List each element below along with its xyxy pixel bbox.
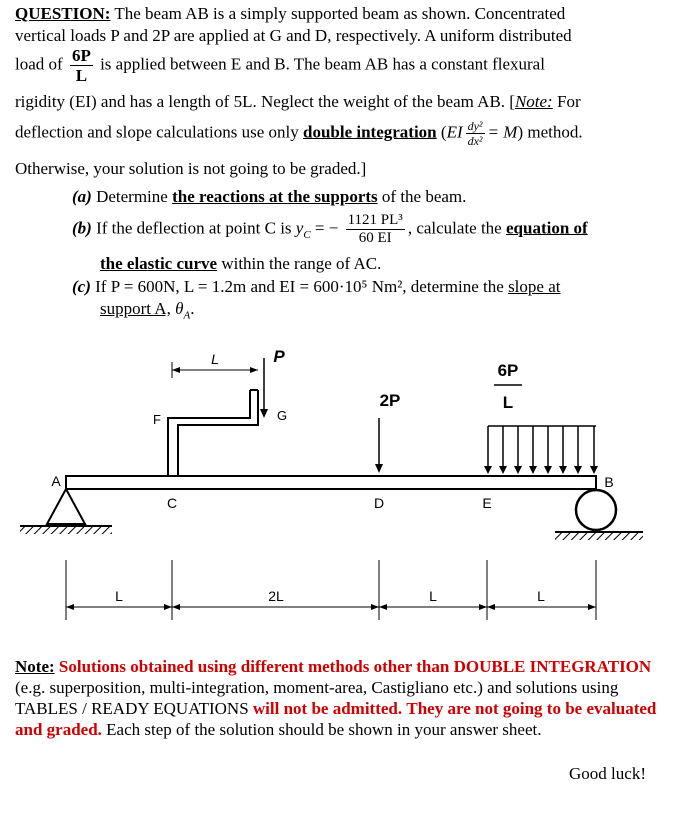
question-line-1 xyxy=(15,4,565,24)
note-text6: They are not going to be evaluated and graded. xyxy=(15,699,657,739)
bottom-dimension xyxy=(66,560,596,620)
point-b-label: B xyxy=(604,474,614,490)
part-b-label: (b) xyxy=(72,218,92,238)
note-text1: Solutions obtained using different methods other than DOUBLE xyxy=(58,657,526,676)
note-text7: Each step of the solution should xyxy=(106,720,324,739)
udl-label-den: L xyxy=(502,393,514,412)
question-line2-text: vertical loads P and 2P are applied at G and D, respectively. A uniform distributed xyxy=(15,26,572,45)
part-b-num: 1121 PL³ xyxy=(347,212,403,228)
part-b-emphasis1: equation of xyxy=(505,218,588,238)
note-text5: will not be admitted. xyxy=(252,699,403,718)
question-line-5: deflection and slope calculations use only double integration (EI $\frac{\text{dy²}}{\text{dx²}}$ = M) method. xyxy=(15,119,583,148)
dim-label-2: 2L xyxy=(268,588,284,604)
question-line3b: is applied between E and B. The beam AB has a constant flexural xyxy=(100,54,545,74)
udl-num: 6P xyxy=(71,46,91,65)
part-c-label: (c) xyxy=(72,277,91,296)
part-b-text1: If the deflection at point C is xyxy=(96,218,292,238)
question-line6-text: Otherwise, your solution is not going to be graded.] xyxy=(15,159,367,178)
load-2p-head xyxy=(375,464,383,473)
question-line-6 xyxy=(15,159,366,179)
load-p-label: P xyxy=(273,347,285,366)
udl-fraction xyxy=(70,47,93,84)
eq-fraction xyxy=(466,120,485,147)
eq-rhs: = M xyxy=(487,122,518,142)
part-a-text2: of the beam. xyxy=(381,187,467,206)
question-line-2 xyxy=(15,26,572,46)
question-line1-text: The beam AB is a simply supported beam as shown. Concentrated xyxy=(114,4,566,23)
point-g-label: G xyxy=(276,408,288,423)
udl-den: L xyxy=(75,66,88,85)
beam-diagram xyxy=(0,330,682,630)
dim-top-label: L xyxy=(211,351,219,367)
dim-label-3: L xyxy=(429,588,437,604)
part-c-cont xyxy=(100,299,194,321)
eq-lhs: EI xyxy=(446,122,463,142)
part-b-cont xyxy=(100,254,381,274)
point-e-label: E xyxy=(482,495,492,511)
dim-label-1: L xyxy=(115,588,123,604)
dim-top-arrow-left xyxy=(172,367,180,373)
part-c-text1: If P = 600N, L = 1.2m and EI = 600·10⁵ Nm², determine the xyxy=(95,277,504,296)
part-a-label: (a) xyxy=(72,187,92,206)
udl-arrows xyxy=(484,426,598,474)
part-b-emphasis2: the elastic curve xyxy=(100,254,218,273)
note-text8: be shown in your answer sheet. xyxy=(328,720,542,739)
part-b-y: y xyxy=(295,218,304,238)
bracket-outer xyxy=(168,390,250,476)
part-a-emphasis: the reactions at the supports xyxy=(172,187,378,206)
point-a-label: A xyxy=(51,473,61,489)
part-b-text3: within the range of AC. xyxy=(221,254,382,273)
point-f-label: F xyxy=(153,412,161,427)
part-b-den: 60 EI xyxy=(358,230,392,246)
pin-support-a xyxy=(20,489,112,534)
question-line5a: deflection and slope calculations use only xyxy=(15,122,299,142)
udl-label-num: 6P xyxy=(497,361,519,380)
part-b xyxy=(72,213,588,246)
part-a-text1: Determine xyxy=(96,187,168,206)
eq-den: dx² xyxy=(467,134,483,148)
part-a xyxy=(72,187,466,207)
question-line-4 xyxy=(15,92,581,112)
part-c xyxy=(72,277,560,297)
question-line4a: rigidity (EI) and has a length of 5L. Neglect the weight of the beam AB. [ xyxy=(15,92,515,111)
note-block xyxy=(15,656,670,740)
note-text2: INTEGRATION xyxy=(529,657,652,676)
question-label: QUESTION: xyxy=(15,4,111,23)
load-p-head xyxy=(260,409,268,418)
question-line3a: load of xyxy=(15,54,63,74)
eq-num: dy² xyxy=(467,119,483,133)
part-b-eq: = − xyxy=(314,218,339,238)
beam-ab xyxy=(66,476,596,489)
part-b-text2: , calculate the xyxy=(407,218,502,238)
dim-top-arrow-right xyxy=(250,367,258,373)
question-method: double integration xyxy=(302,122,437,142)
point-c-label: C xyxy=(166,495,178,511)
note-text4: etc.) and solutions using TABLES / READY EQUATIONS xyxy=(15,678,619,718)
dim-label-4: L xyxy=(537,588,545,604)
closing-text: Good luck! xyxy=(569,764,646,783)
roller-support-b xyxy=(555,490,643,540)
part-c-emphasis2: support A, xyxy=(100,299,171,318)
note-text3: (e.g. superposition, multi-integration, moment-area, Castigliano xyxy=(15,678,449,697)
question-line-3 xyxy=(15,47,545,84)
note-label: Note: xyxy=(15,657,55,676)
question-line4b: For xyxy=(556,92,581,111)
part-b-y-sub: C xyxy=(303,228,311,241)
part-c-end: . xyxy=(190,299,195,318)
part-c-theta: θ xyxy=(175,299,184,318)
bracket-inner xyxy=(178,390,258,476)
part-c-emphasis1: slope at xyxy=(508,277,561,296)
part-b-fraction xyxy=(346,213,405,246)
part-c-theta-sub: A xyxy=(183,309,191,322)
question-line5b: method. xyxy=(527,122,583,142)
question-note-label: Note: xyxy=(514,92,553,111)
load-2p-label: 2P xyxy=(379,391,401,410)
point-d-label: D xyxy=(373,495,385,511)
